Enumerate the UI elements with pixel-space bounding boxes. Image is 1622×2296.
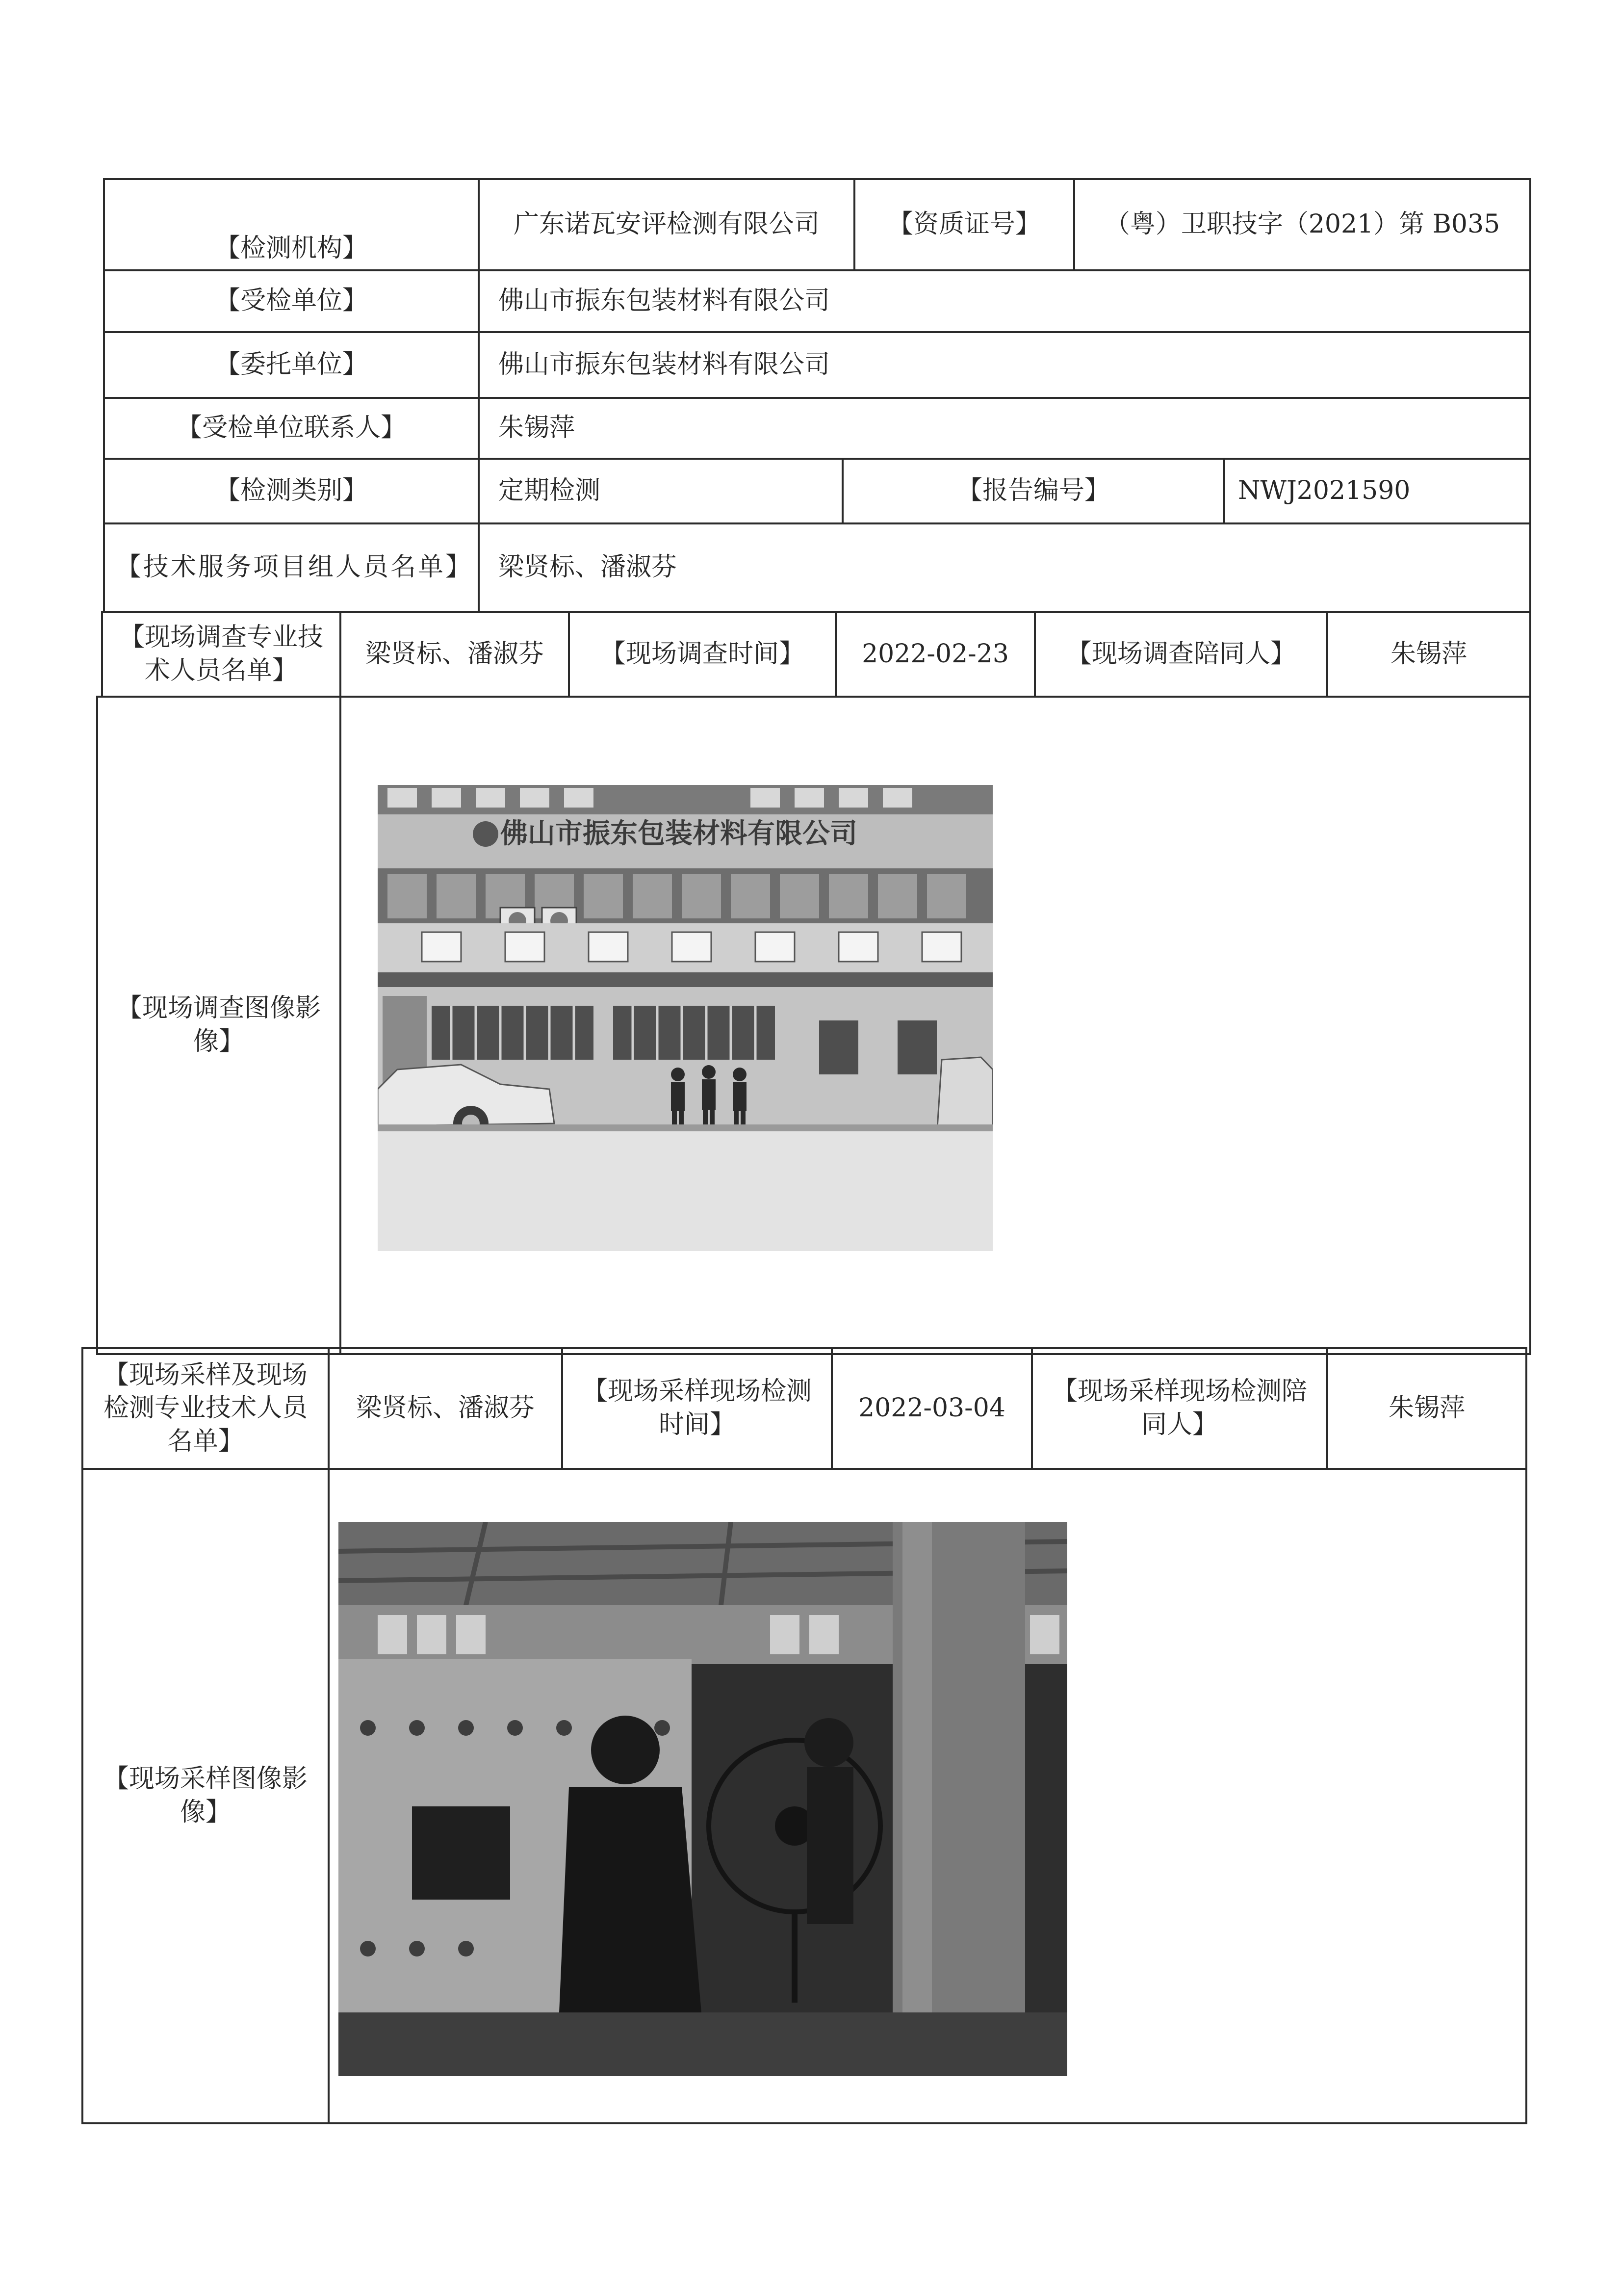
survey-staff-value: 梁贤标、潘淑芬 <box>339 611 570 698</box>
org-label: 【检测机构】 <box>103 178 480 271</box>
sampling-escort-value: 朱锡萍 <box>1326 1347 1527 1470</box>
cert-value: （粤）卫职技字（2021）第 B035 <box>1073 178 1531 271</box>
org-value: 广东诺瓦安评检测有限公司 <box>478 178 855 271</box>
client-value: 佛山市振东包装材料有限公司 <box>478 331 1531 399</box>
survey-time-label: 【现场调查时间】 <box>568 611 837 698</box>
company-sign-text: 佛山市振东包装材料有限公司 <box>500 818 857 850</box>
report-label: 【报告编号】 <box>842 458 1225 524</box>
sampling-site-photo <box>338 1522 1067 2076</box>
sampling-staff-label: 【现场采样及现场检测专业技术人员名单】 <box>81 1347 330 1470</box>
report-value: NWJ2021590 <box>1223 458 1531 524</box>
survey-escort-value: 朱锡萍 <box>1326 611 1531 698</box>
survey-staff-label: 【现场调查专业技术人员名单】 <box>101 611 341 698</box>
client-label: 【委托单位】 <box>103 331 480 399</box>
sampling-time-label: 【现场采样现场检测时间】 <box>561 1347 833 1470</box>
team-value: 梁贤标、潘淑芬 <box>478 522 1531 613</box>
contact-value: 朱锡萍 <box>478 397 1531 460</box>
contact-label: 【受检单位联系人】 <box>103 397 480 460</box>
team-label: 【技术服务项目组人员名单】 <box>103 522 480 613</box>
survey-site-photo <box>378 785 993 1251</box>
category-value: 定期检测 <box>478 458 844 524</box>
category-label: 【检测类别】 <box>103 458 480 524</box>
sampling-staff-value: 梁贤标、潘淑芬 <box>328 1347 563 1470</box>
survey-photo-label: 【现场调查图像影像】 <box>96 696 341 1355</box>
sampling-time-value: 2022-03-04 <box>831 1347 1033 1470</box>
cert-label: 【资质证号】 <box>853 178 1075 271</box>
survey-time-value: 2022-02-23 <box>835 611 1036 698</box>
survey-escort-label: 【现场调查陪同人】 <box>1034 611 1328 698</box>
sampling-escort-label: 【现场采样现场检测陪同人】 <box>1031 1347 1328 1470</box>
inspected-value: 佛山市振东包装材料有限公司 <box>478 269 1531 333</box>
sampling-photo-label: 【现场采样图像影像】 <box>81 1468 330 2124</box>
inspected-label: 【受检单位】 <box>103 269 480 333</box>
